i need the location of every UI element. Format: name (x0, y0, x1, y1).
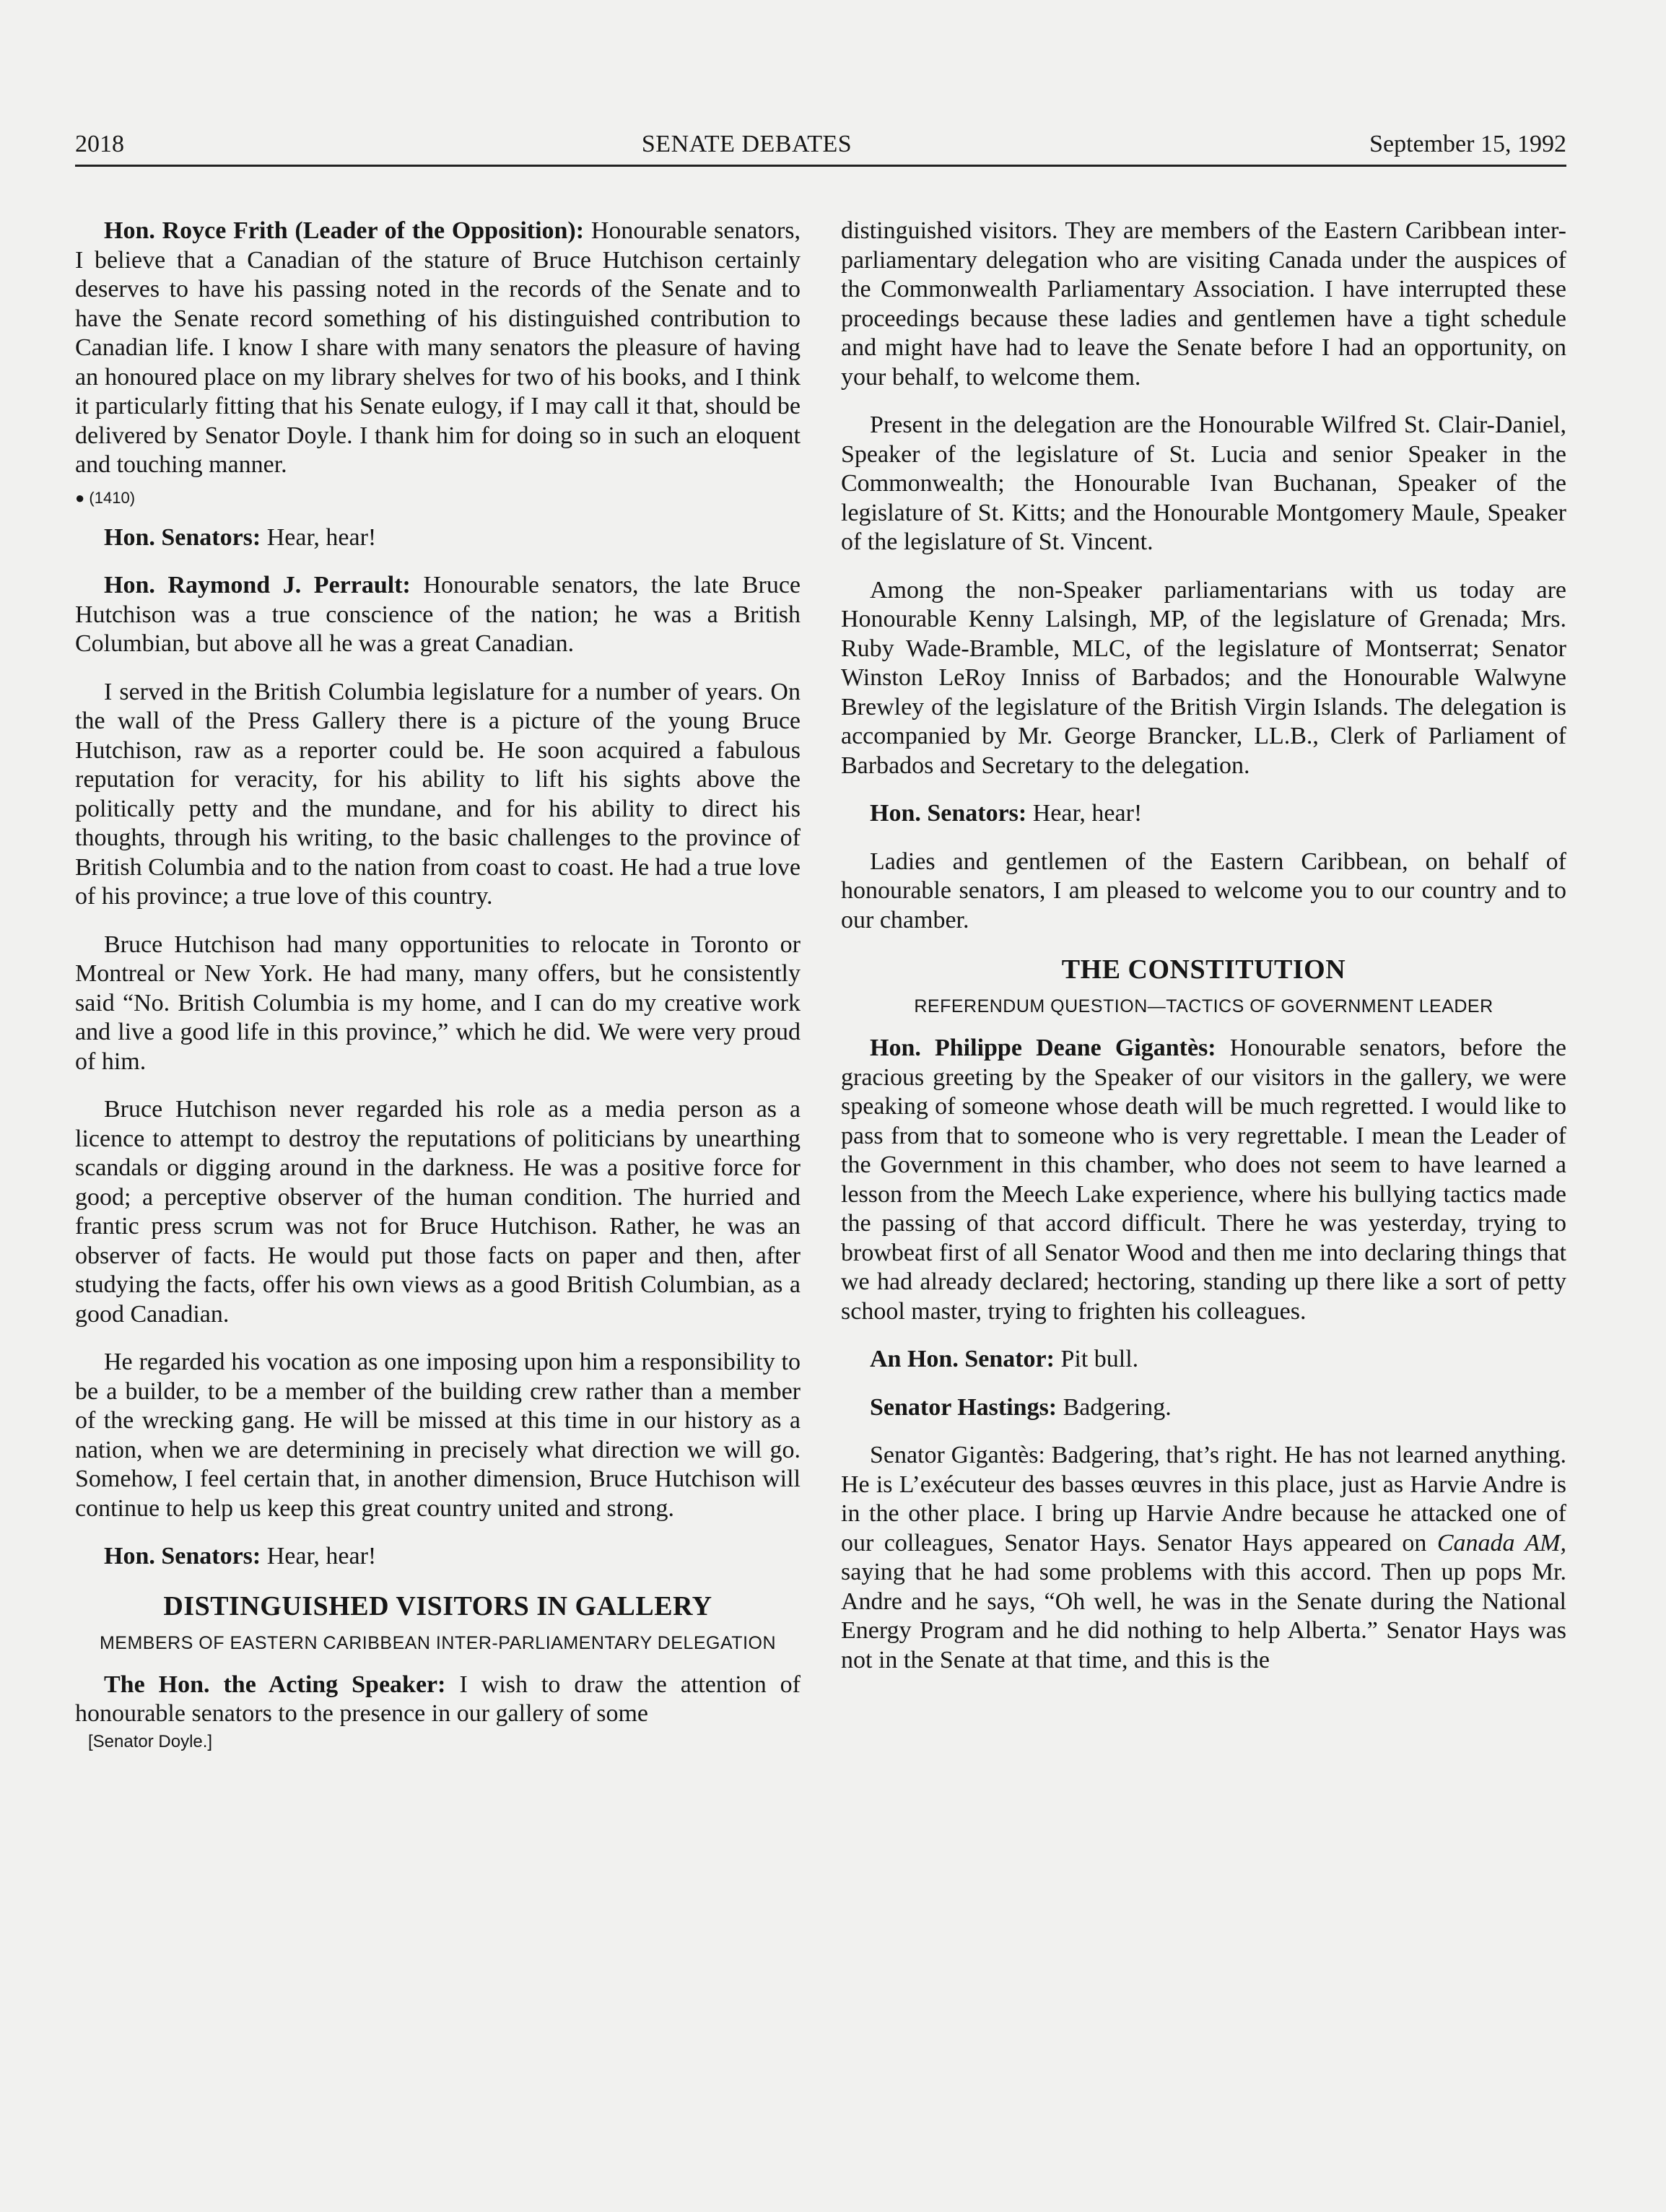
speaker-name: Hon. Raymond J. Perrault: (104, 572, 411, 598)
publication-title: SENATE DEBATES (641, 131, 852, 157)
time-marker (75, 489, 801, 508)
paragraph: He regarded his vocation as one imposing upon him a responsibility to be a builder, to be a member of the building crew rather than a member of the wrecking gang. He will be missed at this time in our history as a nation, when we are determining in precisely what direction we will go. Somehow, I feel certain that, in another dimension, Bruce Hutchison will continue to help us keep this great country united and strong. (75, 1349, 801, 1522)
speech-text: Badgering. (1057, 1393, 1172, 1421)
bullet-icon: ● (75, 488, 85, 507)
subsection-heading: MEMBERS OF EASTERN CARIBBEAN INTER-PARLIAMENTARY DELEGATION (99, 1632, 777, 1653)
speaker-name: Hon. Philippe Deane Gigantès: (870, 1035, 1216, 1061)
paragraph: Ladies and gentlemen of the Eastern Caribbean, on behalf of honourable senators, I am pleased to welcome you to our country and to our chamber. (841, 848, 1566, 933)
program-title: Canada AM, (1436, 1529, 1566, 1556)
section-heading: DISTINGUISHED VISITORS IN GALLERY (163, 1590, 712, 1621)
speech-text: Senator Gigantès: Badgering, that’s right. He has not learned anything. He is L’exécuteur des basses œuvres in this place, just as Harvie Andre is in the other place. I bring up Harvie Andre because he attacked one of our colleagues, Senator Hays. Senator Hays appeared on (841, 1442, 1566, 1556)
right-column (841, 217, 1566, 1752)
paragraph (841, 1393, 1566, 1423)
speech-text: I wish to draw the attention of honourable senators to the presence in our gallery of some (75, 1671, 801, 1727)
paragraph (75, 1671, 801, 1729)
speech-text: saying that he had some problems with this accord. Then up pops Mr. Andre and he says, “Oh well, he was in the Senate during the National Energy Program and he did nothing to help Alberta.” Senator Hays was not in the Senate at that time, and this is the (841, 1559, 1566, 1673)
publication-date: September 15, 1992 (1369, 131, 1566, 157)
speech-text: Honourable senators, I believe that a Canadian of the stature of Bruce Hutchison certainly deserves to have his passing noted in the records of the Senate and to have the Senate record something of his distinguished contribution to Canadian life. I know I share with many senators the pleasure of having an honoured place on my library shelves for two of his books, and I think it particularly fitting that his Senate eulogy, if I may call it that, should be delivered by Senator Doyle. I thank him for doing so in such an eloquent and touching manner. (75, 217, 801, 478)
paragraph: I served in the British Columbia legislature for a number of years. On the wall of the Press Gallery there is a picture of the young Bruce Hutchison, raw as a reporter could be. He soon acquired a fabulous reputation for veracity, for his ability to lift his sights above the politically petty and the mundane, and for his ability to direct his thoughts, through his writing, to the basic challenges to the province of British Columbia and to the nation from coast to coast. He had a true love of his province; a true love of this country. (75, 678, 801, 910)
speaker-name: Senator Hastings: (870, 1393, 1057, 1421)
paragraph (75, 523, 801, 553)
paragraph: Bruce Hutchison never regarded his role as a media person as a licence to attempt to destroy the reputations of politicians by unearthing scandals or digging around in the darkness. He was a positive force for good; a perceptive observer of the human condition. The hurried and frantic press scrum was not for Bruce Hutchison. Rather, he was an observer of facts. He would put those facts on paper and then, after studying the facts, offer his own views as a good British Columbian, as a good Canadian. (75, 1096, 801, 1328)
speech-text: Honourable senators, before the gracious greeting by the Speaker of our visitors in the gallery, we were speaking of someone whose death will be much regretted. I would like to pass from that to someone who is very regrettable. I mean the Leader of the Government in this chamber, who does not seem to have learned a lesson from the Meech Lake experience, where his bullying tactics made the passing of that accord difficult. There he was yesterday, trying to browbeat first of all Senator Wood and then me into declaring things that we had already declared; hectoring, standing up there like a sort of petty school master, trying to frighten his colleagues. (841, 1035, 1567, 1325)
time-marker-text: (1410) (89, 488, 136, 507)
paragraph (841, 1441, 1566, 1675)
paragraph: Among the non-Speaker parliamentarians with us today are Honourable Kenny Lalsingh, MP, of the legislature of Grenada; Mrs. Ruby Wade-Bramble, MLC, of the legislature of Montserrat; Senator Winston LeRoy Inniss of Barbados; and the Honourable Walwyne Brewley of the legislature of the British Virgin Islands. The delegation is accompanied by Mr. George Brancker, LL.B., Clerk of Parliament of Barbados and Secretary to the delegation. (841, 576, 1566, 779)
section-heading: THE CONSTITUTION (1061, 954, 1346, 985)
left-column (75, 217, 801, 1752)
speaker-name: The Hon. the Acting Speaker: (104, 1671, 446, 1698)
paragraph (841, 1345, 1566, 1375)
speech-text: Hear, hear! (261, 523, 377, 551)
paragraph (841, 1034, 1566, 1326)
speaker-name: Hon. Senators: (104, 523, 261, 551)
speech-text: Hear, hear! (261, 1543, 377, 1569)
paragraph: Bruce Hutchison had many opportunities to relocate in Toronto or Montreal or New York. He had many, many offers, but he consistently said “No. British Columbia is my home, and I can do my creative work and live a good life in this province,” which he did. We were very proud of him. (75, 931, 801, 1075)
running-head (75, 130, 1566, 167)
speaker-name: Hon. Senators: (870, 800, 1027, 827)
speaker-attribution-note: [Senator Doyle.] (88, 1731, 213, 1751)
page (75, 130, 1567, 1751)
speech-text: Pit bull. (1054, 1346, 1139, 1372)
paragraph (75, 1542, 801, 1572)
speaker-name: An Hon. Senator: (870, 1346, 1055, 1372)
speech-text: Hear, hear! (1026, 800, 1143, 827)
paragraph (841, 799, 1566, 829)
speech-text: Honourable senators, the late Bruce Hutchison was a true conscience of the nation; he was a British Columbian, but above all he was a great Canadian. (75, 572, 801, 657)
paragraph: Present in the delegation are the Honourable Wilfred St. Clair-Daniel, Speaker of the legislature of St. Lucia and senior Speaker in the Commonwealth; the Honourable Ivan Buchanan, Speaker of the legislature of St. Kitts; and the Honourable Montgomery Maule, Speaker of the legislature of St. Vincent. (841, 412, 1566, 555)
paragraph (75, 571, 801, 659)
speaker-name: Hon. Senators: (104, 1543, 261, 1569)
page-number: 2018 (75, 131, 124, 157)
speaker-name: Hon. Royce Frith (Leader of the Opposition): (104, 217, 585, 244)
paragraph (75, 217, 801, 480)
subsection-heading: REFERENDUM QUESTION—TACTICS OF GOVERNMENT LEADER (914, 996, 1493, 1016)
paragraph: distinguished visitors. They are members of the Eastern Caribbean inter-parliamentary delegation who are visiting Canada under the auspices of the Commonwealth Parliamentary Association. I have interrupted these proceedings because these ladies and gentlemen have a tight schedule and might have had to leave the Senate before I had an opportunity, on your behalf, to welcome them. (841, 217, 1566, 391)
text-columns (75, 217, 1566, 1752)
